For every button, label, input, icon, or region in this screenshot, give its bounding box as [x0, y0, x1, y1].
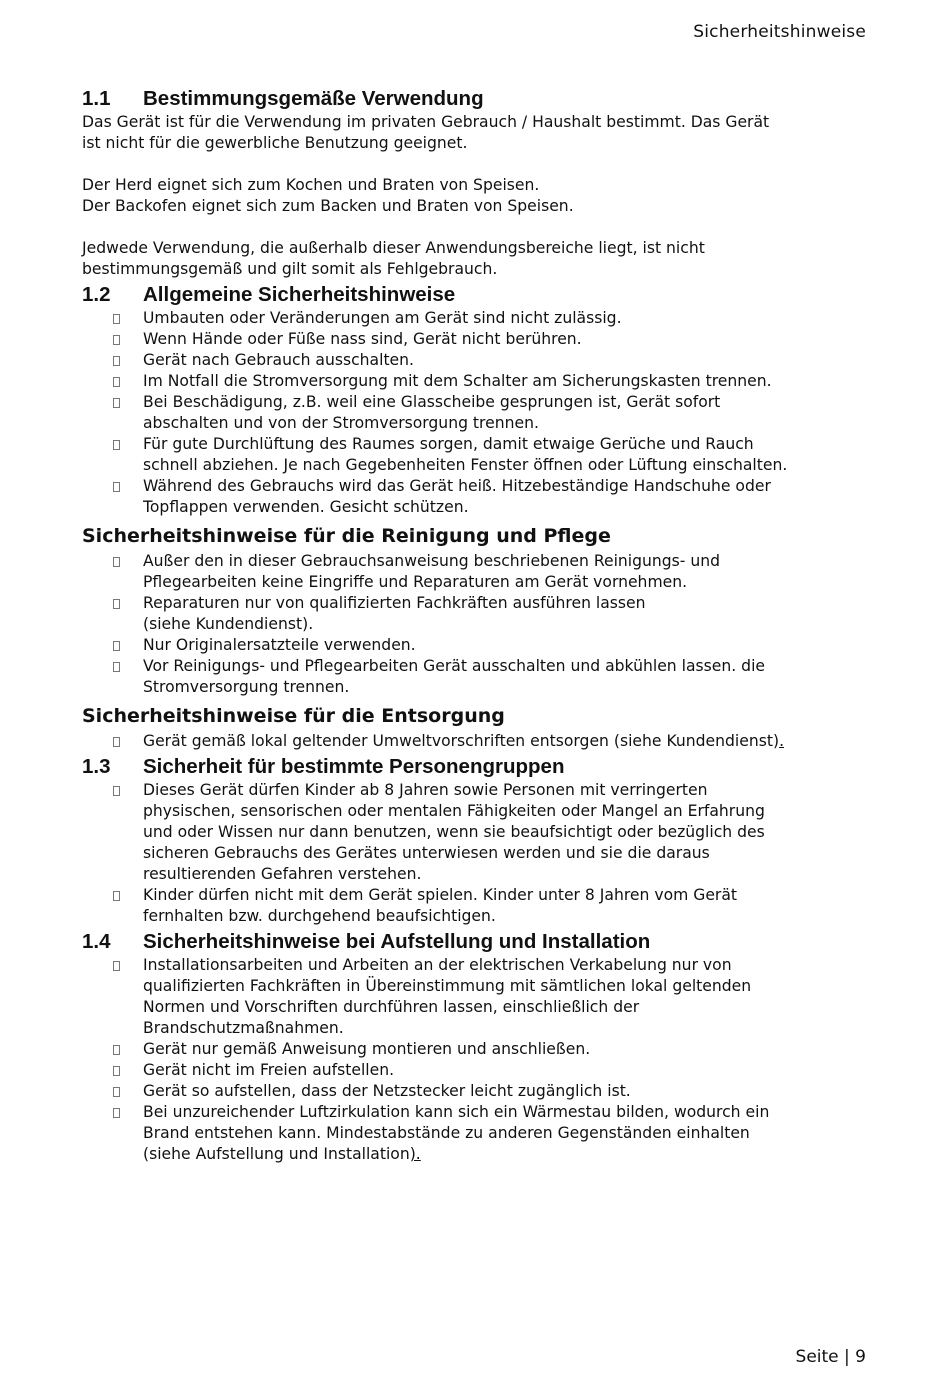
list-item: Für gute Durchlüftung des Raumes sorgen, damit etwaige Gerüche und Rauch schnell abziehen. Je nach Gegebenheiten Fenster öffnen oder Lüftung einschalten.: [82, 434, 872, 476]
checkbox-bullet-icon: [113, 662, 120, 672]
list-item: Gerät nicht im Freien aufstellen.: [82, 1060, 872, 1081]
section-number: 1.1: [82, 87, 111, 110]
checkbox-bullet-icon: [113, 377, 120, 387]
checkbox-bullet-icon: [113, 398, 120, 408]
list-item: Dieses Gerät dürfen Kinder ab 8 Jahren sowie Personen mit verringerten physischen, sensorischen oder mentalen Fähigkeiten oder Mangel an Erfahrung und oder Wissen nur dann benutzen, wenn sie beaufsichtigt oder bezüglich des sicheren Gebrauchs des Gerätes unterwiesen werden und sie die daraus resultierenden Gefahren verstehen.: [82, 780, 872, 885]
running-header: Sicherheitshinweise: [693, 22, 866, 42]
page-content: [82, 84, 872, 1165]
paragraph-misuse: Jedwede Verwendung, die außerhalb dieser Anwendungsbereiche liegt, ist nicht bestimmungsgemäß und gilt somit als Fehlgebrauch.: [82, 239, 705, 278]
section-title: Bestimmungsgemäße Verwendung: [143, 87, 484, 110]
page-number: Seite | 9: [795, 1347, 866, 1367]
list-item: Installationsarbeiten und Arbeiten an der elektrischen Verkabelung nur von qualifizierten Fachkräften in Übereinstimmung mit sämtlichen lokal geltenden Normen und Vorschriften durchführen lassen, einschließlich der Brandschutzmaßnahmen.: [82, 955, 872, 1039]
list-item: Kinder dürfen nicht mit dem Gerät spielen. Kinder unter 8 Jahren vom Gerät fernhalten bzw. durchgehend beaufsichtigen.: [82, 885, 872, 927]
list-item: Gerät so aufstellen, dass der Netzstecker leicht zugänglich ist.: [82, 1081, 872, 1102]
section-heading-1-1: [82, 85, 872, 112]
list-item: Wenn Hände oder Füße nass sind, Gerät nicht berühren.: [82, 329, 872, 350]
list-item: Reparaturen nur von qualifizierten Fachkräften ausführen lassen (siehe Kundendienst).: [82, 593, 872, 635]
section-title: Sicherheit für bestimmte Personengruppen: [143, 755, 565, 778]
list-item: Bei Beschädigung, z.B. weil eine Glasscheibe gesprungen ist, Gerät sofort abschalten und von der Stromversorgung trennen.: [82, 392, 872, 434]
list-item: Gerät nach Gebrauch ausschalten.: [82, 350, 872, 371]
checkbox-bullet-icon: [113, 641, 120, 651]
list-item: Nur Originalersatzteile verwenden.: [82, 635, 872, 656]
section-number: 1.3: [82, 755, 111, 778]
paragraph-cooker-oven: Der Herd eignet sich zum Kochen und Braten von Speisen. Der Backofen eignet sich zum Backen und Braten von Speisen.: [82, 176, 574, 215]
checkbox-bullet-icon: [113, 356, 120, 366]
list-item: Während des Gebrauchs wird das Gerät heiß. Hitzebeständige Handschuhe oder Topflappen verwenden. Gesicht schützen.: [82, 476, 872, 518]
checkbox-bullet-icon: [113, 737, 120, 747]
checkbox-bullet-icon: [113, 335, 120, 345]
list-item: Im Notfall die Stromversorgung mit dem Schalter am Sicherungskasten trennen.: [82, 371, 872, 392]
list-item: Vor Reinigungs- und Pflegearbeiten Gerät ausschalten und abkühlen lassen. die Stromversorgung trennen.: [82, 656, 872, 698]
list-item: Bei unzureichender Luftzirkulation kann sich ein Wärmestau bilden, wodurch ein Brand entstehen kann. Mindestabstände zu anderen Gegenständen einhalten (siehe Aufstellung und Installation).: [82, 1102, 872, 1165]
section-heading-1-4: [82, 928, 872, 955]
disposal-heading: Sicherheitshinweise für die Entsorgung: [82, 705, 505, 727]
section-heading-1-2: [82, 281, 872, 308]
checkbox-bullet-icon: [113, 891, 120, 901]
general-safety-list: [82, 308, 872, 518]
checkbox-bullet-icon: [113, 1066, 120, 1076]
list-item: Umbauten oder Veränderungen am Gerät sind nicht zulässig.: [82, 308, 872, 329]
checkbox-bullet-icon: [113, 440, 120, 450]
list-item: Außer den in dieser Gebrauchsanweisung beschriebenen Reinigungs- und Pflegearbeiten keine Eingriffe und Reparaturen am Gerät vornehmen.: [82, 551, 872, 593]
checkbox-bullet-icon: [113, 961, 120, 971]
checkbox-bullet-icon: [113, 1108, 120, 1118]
checkbox-bullet-icon: [113, 557, 120, 567]
section-title: Allgemeine Sicherheitshinweise: [143, 283, 456, 306]
section-heading-1-3: [82, 753, 872, 780]
installation-list: [82, 955, 872, 1165]
checkbox-bullet-icon: [113, 599, 120, 609]
checkbox-bullet-icon: [113, 482, 120, 492]
list-item: Gerät gemäß lokal geltender Umweltvorschriften entsorgen (siehe Kundendienst).: [82, 731, 872, 752]
checkbox-bullet-icon: [113, 1045, 120, 1055]
checkbox-bullet-icon: [113, 1087, 120, 1097]
checkbox-bullet-icon: [113, 314, 120, 324]
section-title: Sicherheitshinweise bei Aufstellung und Installation: [143, 930, 651, 953]
list-item: Gerät nur gemäß Anweisung montieren und anschließen.: [82, 1039, 872, 1060]
paragraph-intended-use: Das Gerät ist für die Verwendung im privaten Gebrauch / Haushalt bestimmt. Das Gerät ist nicht für die gewerbliche Benutzung geeignet.: [82, 113, 770, 152]
section-number: 1.2: [82, 283, 111, 306]
cleaning-list: [82, 551, 872, 698]
cleaning-heading: Sicherheitshinweise für die Reinigung und Pflege: [82, 525, 611, 547]
person-groups-list: [82, 780, 872, 927]
checkbox-bullet-icon: [113, 786, 120, 796]
section-number: 1.4: [82, 930, 111, 953]
disposal-list: [82, 731, 872, 752]
